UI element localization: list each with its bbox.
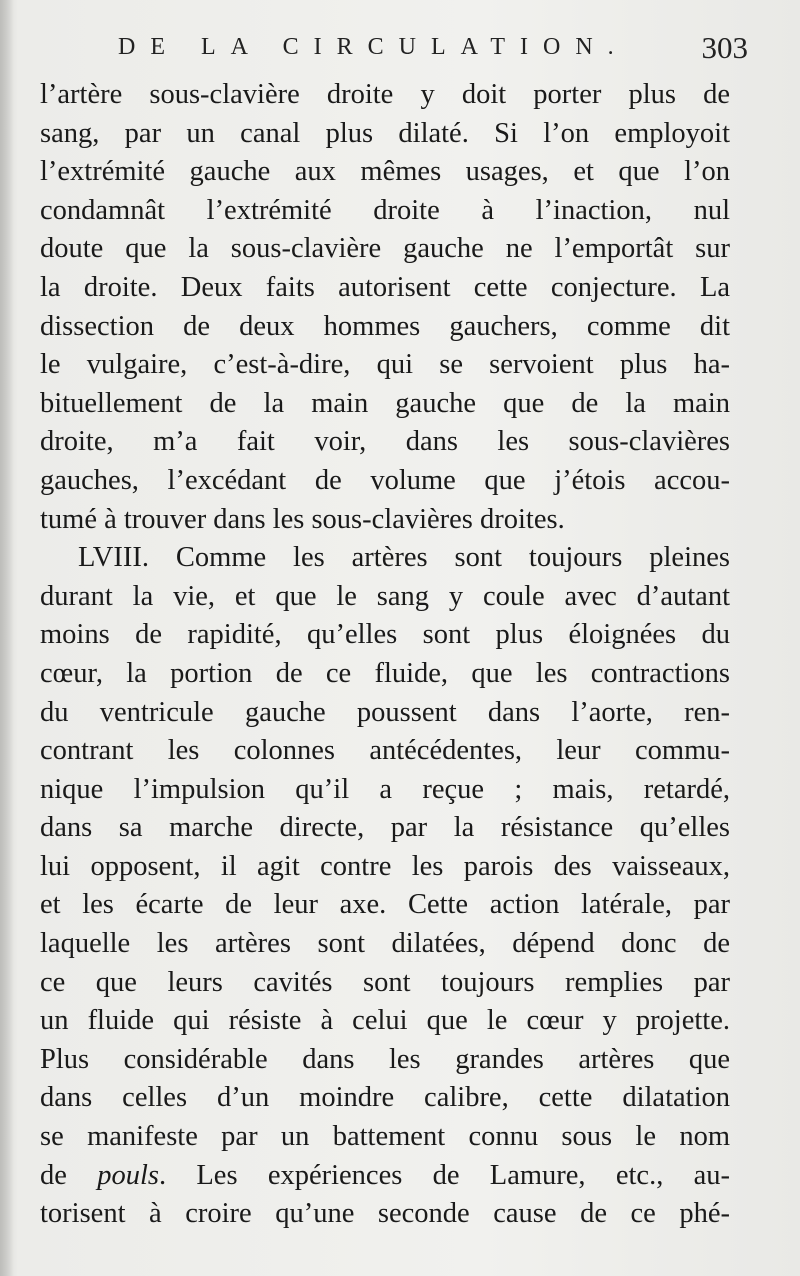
text-line: droite, m’a fait voir, dans les sous-clavières	[40, 426, 730, 458]
page-number: 303	[701, 30, 748, 65]
text-line: l’artère sous-clavière droite y doit porter plus de	[40, 79, 730, 110]
text-line: cœur, la portion de ce fluide, que les contractions	[40, 657, 730, 689]
running-head	[40, 30, 748, 70]
text-line: du ventricule gauche poussent dans l’aorte, ren-	[40, 696, 730, 728]
running-title: DE LA CIRCULATION.	[118, 34, 629, 60]
text-line: gauches, l’excédant de volume que j’étois accou-	[40, 464, 730, 496]
body-text	[40, 76, 730, 1234]
text-line: se manifeste par un battement connu sous le nom	[40, 1121, 730, 1153]
text-line: de pouls. Les expériences de Lamure, etc., au-	[40, 1159, 730, 1191]
text-line: un fluide qui résiste à celui que le cœur y projette.	[40, 1005, 730, 1037]
text-line: le vulgaire, c’est-à-dire, qui se servoient plus ha-	[40, 349, 730, 381]
text-line: contrant les colonnes antécédentes, leur commu-	[40, 735, 730, 767]
text-line: dans celles d’un moindre calibre, cette dilatation	[40, 1082, 730, 1114]
text-line: condamnât l’extrémité droite à l’inaction, nul	[40, 194, 730, 226]
text-line: dans sa marche directe, par la résistance qu’elles	[40, 812, 730, 844]
text-line: l’extrémité gauche aux mêmes usages, et que l’on	[40, 156, 730, 188]
text-line: moins de rapidité, qu’elles sont plus éloignées du	[40, 619, 730, 651]
text-line: dissection de deux hommes gauchers, comme dit	[40, 310, 730, 342]
text-line: doute que la sous-clavière gauche ne l’emportât sur	[40, 233, 730, 265]
text-line: torisent à croire qu’une seconde cause de ce phé-	[40, 1198, 730, 1230]
text-line: tumé à trouver dans les sous-clavières droites.	[40, 503, 565, 535]
text-line: lui opposent, il agit contre les parois des vaisseaux,	[40, 850, 730, 882]
section-start-line: LVIII. Comme les artères sont toujours pleines	[78, 542, 730, 574]
text-line: la droite. Deux faits autorisent cette conjecture. La	[40, 271, 730, 303]
text-line: laquelle les artères sont dilatées, dépend donc de	[40, 928, 730, 960]
text-line: Plus considérable dans les grandes artères que	[40, 1043, 730, 1075]
text-line: ce que leurs cavités sont toujours remplies par	[40, 966, 730, 998]
text-line: nique l’impulsion qu’il a reçue ; mais, retardé,	[40, 773, 730, 805]
gutter-shadow	[0, 0, 14, 1276]
text-line: et les écarte de leur axe. Cette action latérale, par	[40, 889, 730, 921]
text-line: durant la vie, et que le sang y coule avec d’autant	[40, 580, 730, 612]
text-line: bituellement de la main gauche que de la main	[40, 387, 730, 419]
italic-term: pouls	[97, 1159, 159, 1191]
text-line: sang, par un canal plus dilaté. Si l’on employoit	[40, 117, 730, 149]
